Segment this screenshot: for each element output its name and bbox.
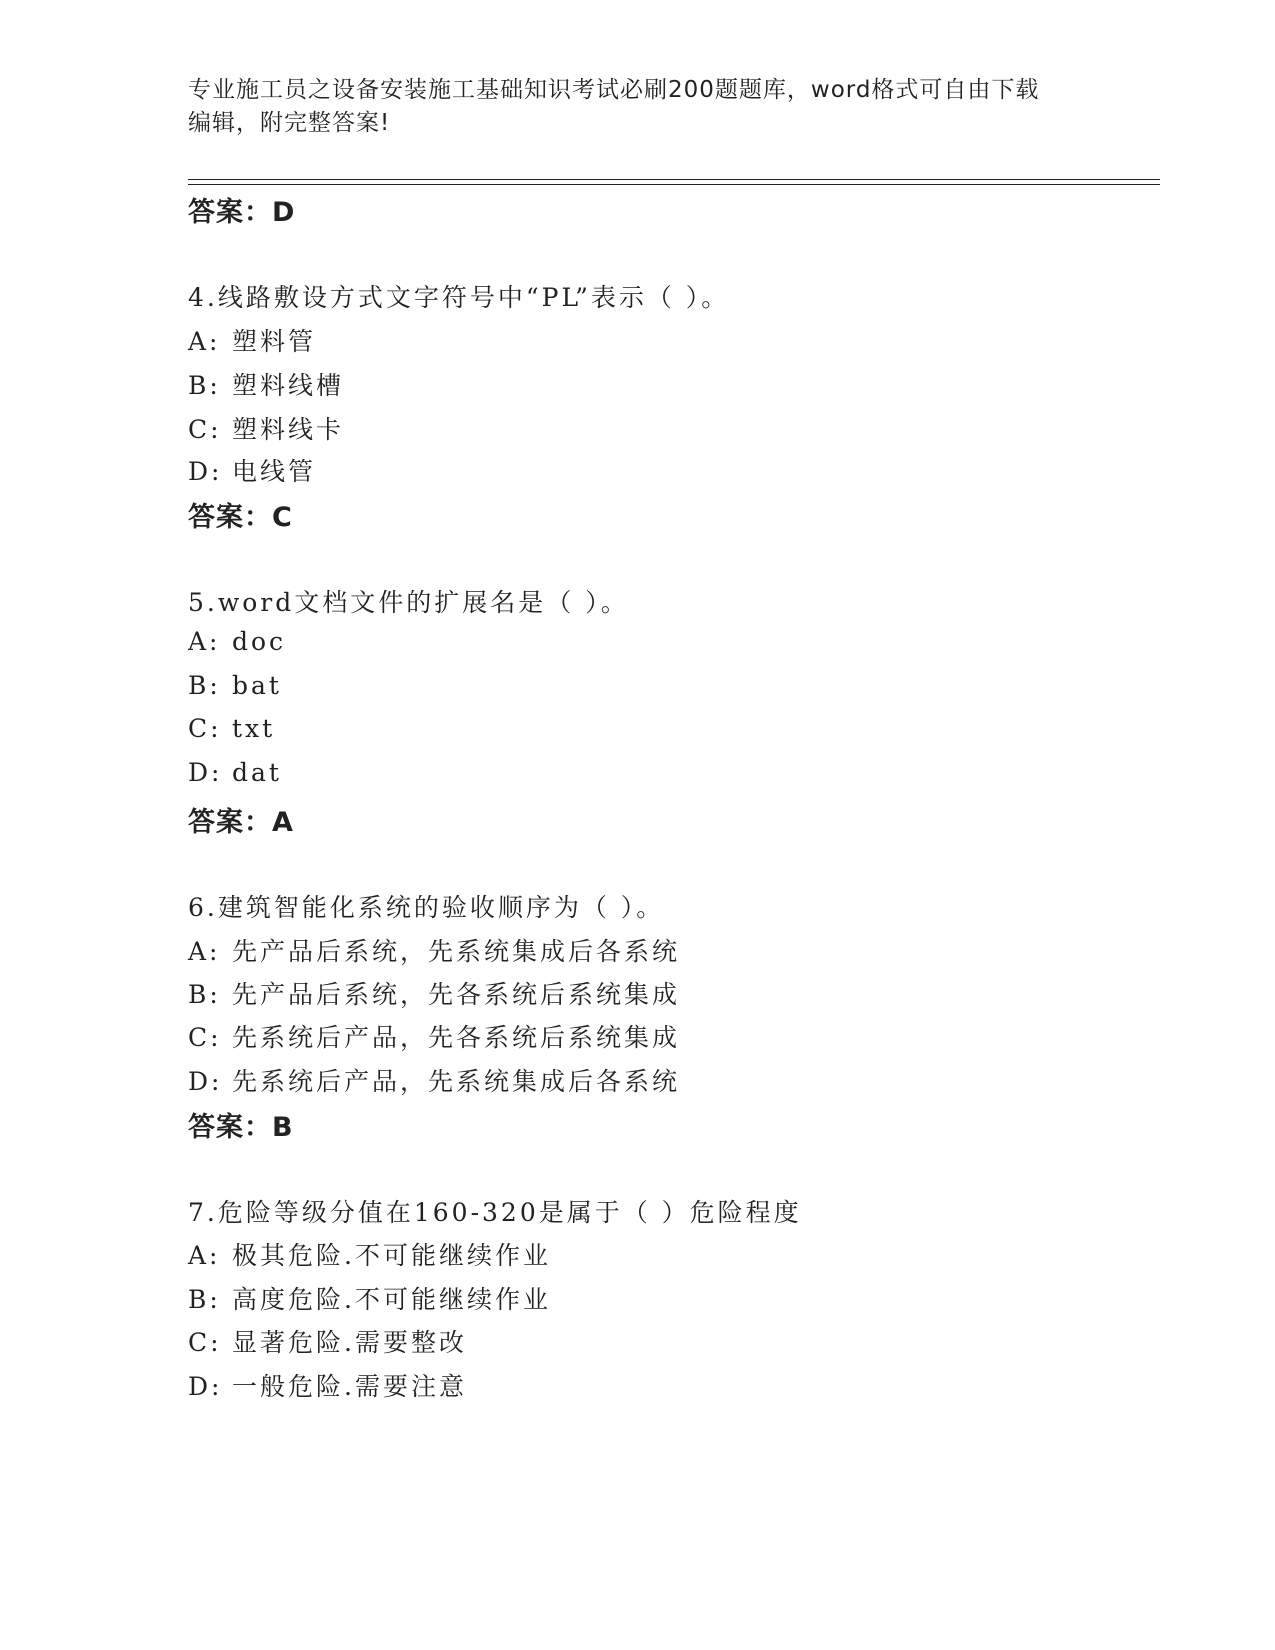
option-text: 塑料线卡 <box>232 415 345 444</box>
answer-q3: 答案：D <box>188 197 296 228</box>
question-6-option-c <box>188 1018 680 1054</box>
header-line-2: 编辑，附完整答案! <box>188 110 391 136</box>
document-header <box>188 74 1068 140</box>
answer-q5: 答案：A <box>188 807 294 838</box>
option-text: 高度危险.不可能继续作业 <box>232 1285 551 1314</box>
option-letter: D: <box>188 1067 223 1096</box>
answer-q6: 答案：B <box>188 1112 294 1143</box>
question-5-option-d <box>188 758 282 787</box>
option-text: 先系统后产品，先系统集成后各系统 <box>232 1067 681 1096</box>
option-letter: A: <box>188 327 221 356</box>
option-letter: A: <box>188 1241 221 1270</box>
option-letter: D: <box>188 1372 223 1401</box>
question-4-option-b <box>188 366 344 402</box>
option-letter: B: <box>188 980 221 1009</box>
question-5-option-c <box>188 714 275 743</box>
question-7-option-d <box>188 1367 467 1403</box>
question-7-option-b <box>188 1280 551 1316</box>
option-text: 塑料管 <box>232 327 317 356</box>
option-text: 塑料线槽 <box>232 371 345 400</box>
option-letter: D: <box>188 758 223 787</box>
answer-q4: 答案：C <box>188 502 293 533</box>
option-letter: C: <box>188 1023 222 1052</box>
question-7-option-c <box>188 1323 467 1359</box>
option-letter: C: <box>188 415 222 444</box>
option-text: doc <box>232 627 287 656</box>
question-7-stem: 7.危险等级分值在160-320是属于（ ）危险程度 <box>188 1198 802 1227</box>
question-5-stem: 5.word文档文件的扩展名是（ ）。 <box>188 588 629 617</box>
option-text: txt <box>232 714 276 743</box>
option-letter: A: <box>188 937 221 966</box>
header-divider-top <box>188 179 1160 180</box>
option-text: 显著危险.需要整改 <box>232 1328 467 1357</box>
option-letter: B: <box>188 371 221 400</box>
option-text: 极其危险.不可能继续作业 <box>232 1241 551 1270</box>
option-letter: B: <box>188 1285 221 1314</box>
question-4-stem: 4.线路敷设方式文字符号中“PL”表示（ ）。 <box>188 283 730 312</box>
option-letter: C: <box>188 1328 222 1357</box>
option-text: 先系统后产品，先各系统后系统集成 <box>232 1023 681 1052</box>
question-6-stem: 6.建筑智能化系统的验收顺序为（ ）。 <box>188 893 665 922</box>
option-text: dat <box>232 758 282 787</box>
option-text: 电线管 <box>232 457 317 486</box>
option-letter: D: <box>188 457 223 486</box>
option-letter: A: <box>188 627 221 656</box>
question-6-option-a <box>188 932 680 968</box>
header-line-1: 专业施工员之设备安装施工基础知识考试必刷200题题库，word格式可自由下载 <box>188 77 1040 103</box>
option-text: 先产品后系统，先系统集成后各系统 <box>232 937 681 966</box>
header-divider-bottom <box>188 184 1160 185</box>
question-4-option-c <box>188 410 344 446</box>
question-6-option-b <box>188 975 680 1011</box>
option-text: 先产品后系统，先各系统后系统集成 <box>232 980 681 1009</box>
question-6-option-d <box>188 1062 680 1098</box>
question-7-option-a <box>188 1236 551 1272</box>
option-letter: B: <box>188 671 221 700</box>
option-text: 一般危险.需要注意 <box>232 1372 467 1401</box>
question-5-option-b <box>188 671 282 700</box>
question-4-option-a <box>188 322 316 358</box>
question-5-option-a <box>188 627 286 656</box>
question-4-option-d <box>188 452 316 488</box>
option-letter: C: <box>188 714 222 743</box>
option-text: bat <box>232 671 282 700</box>
